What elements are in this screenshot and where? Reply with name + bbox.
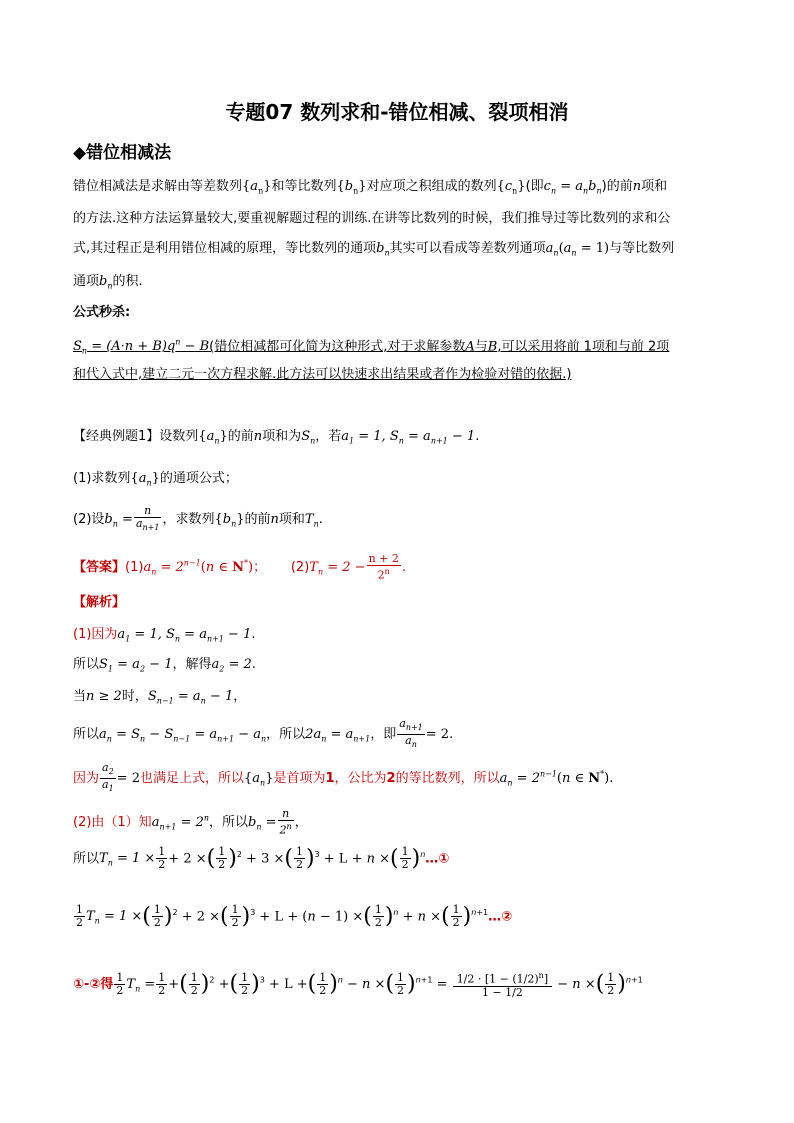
example-statement: 【经典例题1】设数列$\{a_n\}$的前n项和为$S_n$，若$a_1 = 1$, $S_n = a_{n+1} - 1$. [73, 429, 480, 446]
section-heading: ◆错位相减法 [73, 143, 172, 163]
sum-line-2: $\frac{1}{2}$ $T_n = 1$ ×( $\frac{1}{2}$ )$^2$ + 2 ×( $\frac{1}{2}$ )$^3$ + L + (n − 1) ×( $\frac{1}{2}$ )$^n$ + n ×( $\frac{1}{2}$ )$^{n+1}$…② [76, 903, 513, 930]
intro-line-3: 式,其过程正是利用错位相减的原理，等比数列的通项$b_n$其实可以看成等差数列通项$a_n(a_n = 1)$与等比数列 [73, 241, 675, 258]
formula-line-2: 和代入式中,建立二元一次方程求解.此方法可以快速求出结果或者作为检验对错的依据.) [73, 367, 572, 382]
question-2: (2)设$b_n$ = $\frac{n}{a_{n+1}}$ ，求数列$\{b_n\}$的前n项和$T_n$. [73, 504, 323, 533]
sum-line-3: ①-②得 $\frac{1}{2}$ $T_n$ = $\frac{1}{2}$ +( $\frac{1}{2}$ )$^2$ +( $\frac{1}{2}$ )$^3$ + L +( $\frac{1}{2}$ )$^n$ − n ×( $\frac{1}{2}$ )$^{n+1}$ = $\frac{1/2 \cdot [1 - (1/2)^n]}{1 - 1/2}$ − n ×( $\frac{1}{2}$ )$^{n+1}$ [73, 970, 643, 999]
question-1: (1)求数列$\{a_n\}$的通项公式； [73, 471, 238, 488]
analysis-heading: 【解析】 [73, 595, 126, 610]
page-title: 专题07 数列求和-错位相减、裂项相消 [225, 100, 569, 124]
sum-line-1: 所以$T_n = 1$ × $\frac{1}{2}$ + 2 ×( $\frac{1}{2}$ )$^2$ + 3 ×( $\frac{1}{2}$ )$^3$ + L + n ×( $\frac{1}{2}$ )$^n$…① [73, 845, 450, 872]
formula-label: 公式秒杀: [73, 305, 131, 320]
intro-line-2: 的方法.这种方法运算量较大,要重视解题过程的训练.在讲等比数列的时候，我们推导过等比数列的求和公 [73, 211, 671, 226]
solution-line-6: (2)由（1）知$a_{n+1} = 2^n$，所以$b_n$ = $\frac{n}{2^n}$ ， [73, 807, 308, 837]
answer-line: 【答案】$(1)a_n = 2^{n-1}(n$ ∈ N*)； $(2)T_n = 2$ − $\frac{n + 2}{2^n}$ . [73, 552, 406, 582]
solution-line-3: 当n ≥ 2时，$S_{n-1} = a_n - 1$， [73, 689, 247, 706]
solution-line-2: 所以$S_1 = a_2 - 1$，解得$a_2 = 2$. [73, 657, 256, 674]
formula-line-1: $S_n = (A\cdot n + B)q^n - B$(错位相减都可化简为这种形式,对于求解参数A与B,可以采用将前 1项和与前 2项 [73, 338, 670, 356]
intro-line-1: 错位相减法是求解由等差数列$\{a_n\}$和等比数列$\{b_n\}$对应项之积组成的数列$\{c_n\}$(即$c_n = a_nb_n$)的前n项和 [73, 179, 668, 196]
solution-line-4: 所以$a_n = S_n - S_{n-1} = a_{n+1} - a_n$，所以$2a_n = a_{n+1}$，即 $\frac{a_{n+1}}{a_n}$ = 2. [73, 717, 454, 750]
intro-line-4: 通项$b_n$的积. [73, 274, 143, 291]
solution-line-1: (1)因为$a_1 = 1$, $S_n = a_{n+1} - 1$. [73, 627, 256, 644]
solution-line-5: 因为 $\frac{a_2}{a_1}$ = 2也满足上式，所以$\{a_n\}$是首项为1，公比为2的等比数列，所以$a_n = 2^{n-1}(n$ ∈ N*). [73, 761, 614, 794]
